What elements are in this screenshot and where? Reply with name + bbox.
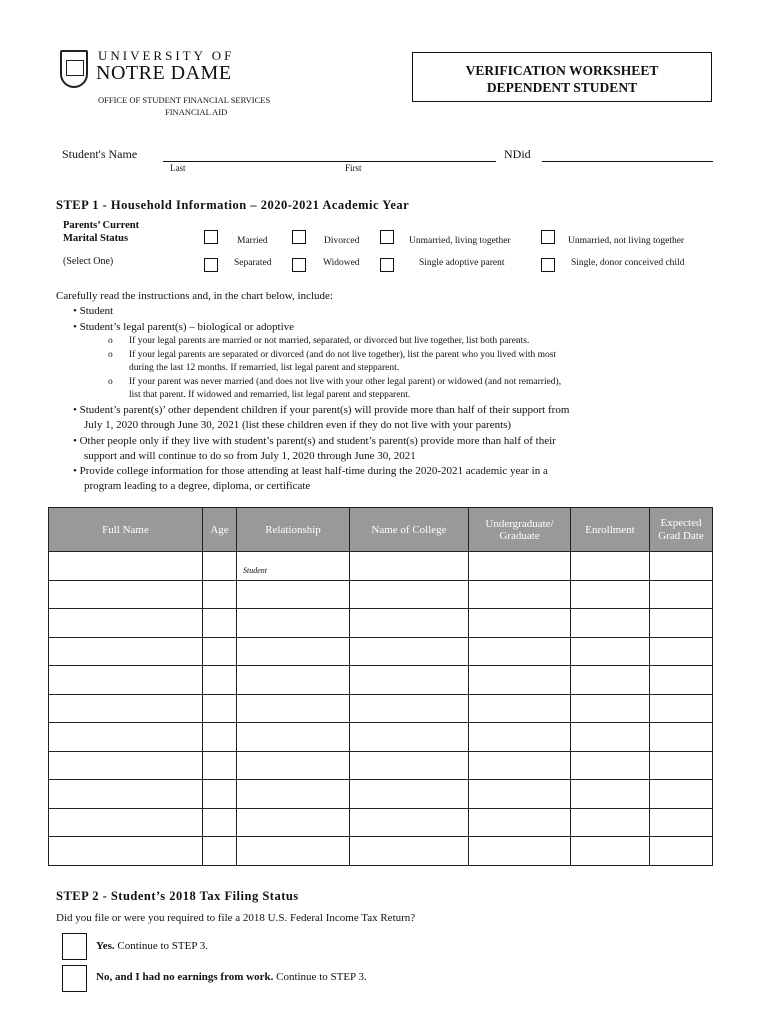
office-name: OFFICE OF STUDENT FINANCIAL SERVICES <box>98 95 271 105</box>
single-donor-conceived-child-checkbox[interactable] <box>541 258 555 272</box>
table-cell[interactable] <box>571 780 650 809</box>
table-cell[interactable] <box>203 609 237 638</box>
table-cell[interactable] <box>49 694 203 723</box>
table-cell[interactable] <box>650 552 713 581</box>
table-cell[interactable] <box>203 837 237 866</box>
student-relationship-value: Student <box>243 566 267 575</box>
header-age: Age <box>203 508 237 552</box>
step1-heading: STEP 1 - Household Information – 2020-2021 Academic Year <box>56 198 410 212</box>
table-cell[interactable] <box>237 780 350 809</box>
table-row <box>49 723 713 752</box>
table-cell[interactable] <box>49 609 203 638</box>
table-cell[interactable] <box>350 837 469 866</box>
office-subname: FINANCIAL AID <box>165 107 228 117</box>
table-cell[interactable] <box>49 552 203 581</box>
table-cell[interactable] <box>49 837 203 866</box>
yes-option <box>96 940 208 952</box>
table-cell[interactable] <box>49 637 203 666</box>
table-cell[interactable] <box>571 723 650 752</box>
table-cell[interactable] <box>237 723 350 752</box>
table-cell[interactable] <box>650 808 713 837</box>
bullet-legal-text: Student’s legal parent(s) – biological or adoptive <box>79 321 295 333</box>
student-name-label: Student's Name <box>62 147 138 161</box>
sub-bullet-marker-2: o <box>108 350 113 360</box>
table-cell[interactable] <box>237 609 350 638</box>
table-cell[interactable] <box>350 552 469 581</box>
table-cell[interactable] <box>237 694 350 723</box>
sub-bullet-1: If your legal parents are married or not married, separated, or divorced but live together, list both parents. <box>129 336 530 346</box>
bullet-college-text-b: program leading to a degree, diploma, or certificate <box>84 480 311 492</box>
student-name-field[interactable] <box>163 161 496 162</box>
single-adoptive-parent-option: Single adoptive parent <box>419 258 505 268</box>
table-cell[interactable] <box>203 808 237 837</box>
marital-label-line2: Marital Status <box>63 233 129 244</box>
table-row <box>49 837 713 866</box>
table-cell[interactable] <box>350 694 469 723</box>
table-cell[interactable] <box>350 751 469 780</box>
table-cell[interactable] <box>350 723 469 752</box>
table-cell[interactable] <box>469 552 571 581</box>
unmarried-living-together-option: Unmarried, living together <box>409 236 511 246</box>
bullet-other-line: • Other people only if they live with student’s parent(s) and student’s parent(s) provide more than half of their <box>73 435 556 447</box>
table-cell[interactable] <box>650 694 713 723</box>
bullet-student-line: • Student <box>73 305 114 317</box>
table-cell[interactable] <box>650 751 713 780</box>
table-cell[interactable] <box>237 552 350 581</box>
table-cell[interactable] <box>571 751 650 780</box>
title-line-1: VERIFICATION WORKSHEET <box>465 63 659 78</box>
first-name-caption: First <box>345 163 362 173</box>
step2-heading: STEP 2 - Student’s 2018 Tax Filing Status <box>56 889 299 903</box>
university-top-text: UNIVERSITY OF <box>98 48 235 63</box>
table-cell[interactable] <box>203 552 237 581</box>
table-cell[interactable] <box>203 637 237 666</box>
bullet-other-text-b: support and will continue to do so from July 1, 2020 through June 30, 2021 <box>84 450 416 462</box>
divorced-checkbox[interactable] <box>292 230 306 244</box>
divorced-option: Divorced <box>324 236 360 246</box>
table-row <box>49 609 713 638</box>
table-cell[interactable] <box>203 580 237 609</box>
table-cell[interactable] <box>469 808 571 837</box>
table-cell[interactable] <box>571 837 650 866</box>
table-cell[interactable] <box>237 751 350 780</box>
table-cell[interactable] <box>350 637 469 666</box>
unmarried-living-together-checkbox[interactable] <box>380 230 394 244</box>
table-cell[interactable] <box>237 666 350 695</box>
header-undergraduate-graduate: Undergraduate/ Graduate <box>469 508 571 552</box>
table-row <box>49 694 713 723</box>
table-cell[interactable] <box>650 609 713 638</box>
table-cell[interactable] <box>571 808 650 837</box>
table-cell[interactable] <box>350 609 469 638</box>
bullet-children-text-b: July 1, 2020 through June 30, 2021 (list these children even if they do not live with your parents) <box>84 419 512 431</box>
no-checkbox[interactable] <box>62 965 87 992</box>
marital-status-label <box>63 219 139 245</box>
header-enrollment: Enrollment <box>571 508 650 552</box>
table-row <box>49 751 713 780</box>
table-cell[interactable] <box>650 723 713 752</box>
instructions-intro: Carefully read the instructions and, in the chart below, include: <box>56 290 333 302</box>
bullet-student-text: Student <box>79 305 114 317</box>
table-cell[interactable] <box>571 609 650 638</box>
marital-label-line1: Parents’ Current <box>63 220 140 231</box>
single-adoptive-parent-checkbox[interactable] <box>380 258 394 272</box>
ndid-label: NDid <box>504 147 531 161</box>
separated-option: Separated <box>234 258 272 268</box>
table-cell[interactable] <box>350 666 469 695</box>
table-cell[interactable] <box>571 637 650 666</box>
table-cell[interactable] <box>650 580 713 609</box>
no-option-rest: Continue to STEP 3. <box>273 971 367 983</box>
header-relationship: Relationship <box>237 508 350 552</box>
widowed-checkbox[interactable] <box>292 258 306 272</box>
yes-checkbox[interactable] <box>62 933 87 960</box>
single-donor-conceived-child-option: Single, donor conceived child <box>571 258 685 268</box>
table-cell[interactable] <box>469 609 571 638</box>
table-cell[interactable] <box>650 837 713 866</box>
unmarried-not-living-together-option: Unmarried, not living together <box>568 236 685 246</box>
sub-bullet-marker-1: o <box>108 336 113 346</box>
table-cell[interactable] <box>237 808 350 837</box>
select-one-label: (Select One) <box>63 256 114 267</box>
table-cell[interactable] <box>49 723 203 752</box>
bullet-college-text-a: Provide college information for those attending at least half-time during the 2020-2021 academic year in a <box>79 465 548 477</box>
table-cell[interactable] <box>350 580 469 609</box>
table-row <box>49 552 713 581</box>
table-cell[interactable] <box>469 751 571 780</box>
university-shield-logo <box>60 50 88 88</box>
table-cell[interactable] <box>650 666 713 695</box>
separated-checkbox[interactable] <box>204 258 218 272</box>
table-cell[interactable] <box>49 666 203 695</box>
table-cell[interactable] <box>469 780 571 809</box>
bullet-children-line: • Student’s parent(s)’ other dependent children if your parent(s) will provide more than half of their support from <box>73 404 570 416</box>
table-cell[interactable] <box>469 666 571 695</box>
table-row <box>49 637 713 666</box>
table-cell[interactable] <box>203 694 237 723</box>
header-full-name: Full Name <box>49 508 203 552</box>
university-main-text: NOTRE DAME <box>96 62 232 84</box>
bullet-children-text-a: Student’s parent(s)’ other dependent children if your parent(s) will provide more than half of their support from <box>79 404 570 416</box>
table-cell[interactable] <box>350 808 469 837</box>
bullet-legal-line: • Student’s legal parent(s) – biological or adoptive <box>73 321 295 333</box>
table-cell[interactable] <box>469 637 571 666</box>
table-cell[interactable] <box>203 666 237 695</box>
bullet-other-text-a: Other people only if they live with student’s parent(s) and student’s parent(s) provide more than half of their <box>79 435 556 447</box>
table-row <box>49 666 713 695</box>
table-cell[interactable] <box>49 780 203 809</box>
table-cell[interactable] <box>237 637 350 666</box>
table-cell[interactable] <box>571 694 650 723</box>
sub-bullet-2a: If your legal parents are separated or divorced (and do not live together), list the parent who you lived with most <box>129 350 557 360</box>
table-cell[interactable] <box>49 580 203 609</box>
no-option <box>96 971 367 983</box>
household-table-body <box>49 552 713 866</box>
yes-option-rest: Continue to STEP 3. <box>114 940 209 952</box>
table-cell[interactable] <box>203 723 237 752</box>
table-row <box>49 808 713 837</box>
table-row <box>49 780 713 809</box>
table-cell[interactable] <box>650 637 713 666</box>
bullet-college-line: • Provide college information for those attending at least half-time during the 2020-2021 academic year in a <box>73 465 548 477</box>
header-expected-grad-date: Expected Grad Date <box>650 508 713 552</box>
table-header-row <box>49 508 713 552</box>
table-cell[interactable] <box>571 580 650 609</box>
household-table <box>48 507 713 866</box>
sub-bullet-2b: during the last 12 months. If remarried, list legal parent and stepparent. <box>129 363 400 373</box>
no-option-bold: No, and I had no earnings from work. <box>96 971 274 983</box>
sub-bullet-3a: If your parent was never married (and does not live with your other legal parent) or widowed (and not remarried), <box>129 377 562 387</box>
table-cell[interactable] <box>237 837 350 866</box>
married-checkbox[interactable] <box>204 230 218 244</box>
table-cell[interactable] <box>469 723 571 752</box>
unmarried-not-living-together-checkbox[interactable] <box>541 230 555 244</box>
table-cell[interactable] <box>237 580 350 609</box>
table-cell[interactable] <box>469 580 571 609</box>
table-cell[interactable] <box>49 808 203 837</box>
last-name-caption: Last <box>170 163 186 173</box>
worksheet-title-box <box>412 52 712 102</box>
ndid-field[interactable] <box>542 161 713 162</box>
header-name-of-college: Name of College <box>350 508 469 552</box>
table-cell[interactable] <box>469 837 571 866</box>
step2-question: Did you file or were you required to file a 2018 U.S. Federal Income Tax Return? <box>56 912 416 924</box>
table-cell[interactable] <box>571 666 650 695</box>
married-option: Married <box>237 236 268 246</box>
table-cell[interactable] <box>203 751 237 780</box>
sub-bullet-3b: list that parent. If widowed and remarried, list legal parent and stepparent. <box>129 390 411 400</box>
yes-option-bold: Yes. <box>96 940 115 952</box>
table-cell[interactable] <box>469 694 571 723</box>
table-row <box>49 580 713 609</box>
widowed-option: Widowed <box>323 258 360 268</box>
table-cell[interactable] <box>203 780 237 809</box>
table-cell[interactable] <box>350 780 469 809</box>
table-cell[interactable] <box>49 751 203 780</box>
sub-bullet-marker-3: o <box>108 377 113 387</box>
table-cell[interactable] <box>650 780 713 809</box>
title-line-2: DEPENDENT STUDENT <box>486 80 638 95</box>
table-cell[interactable] <box>571 552 650 581</box>
